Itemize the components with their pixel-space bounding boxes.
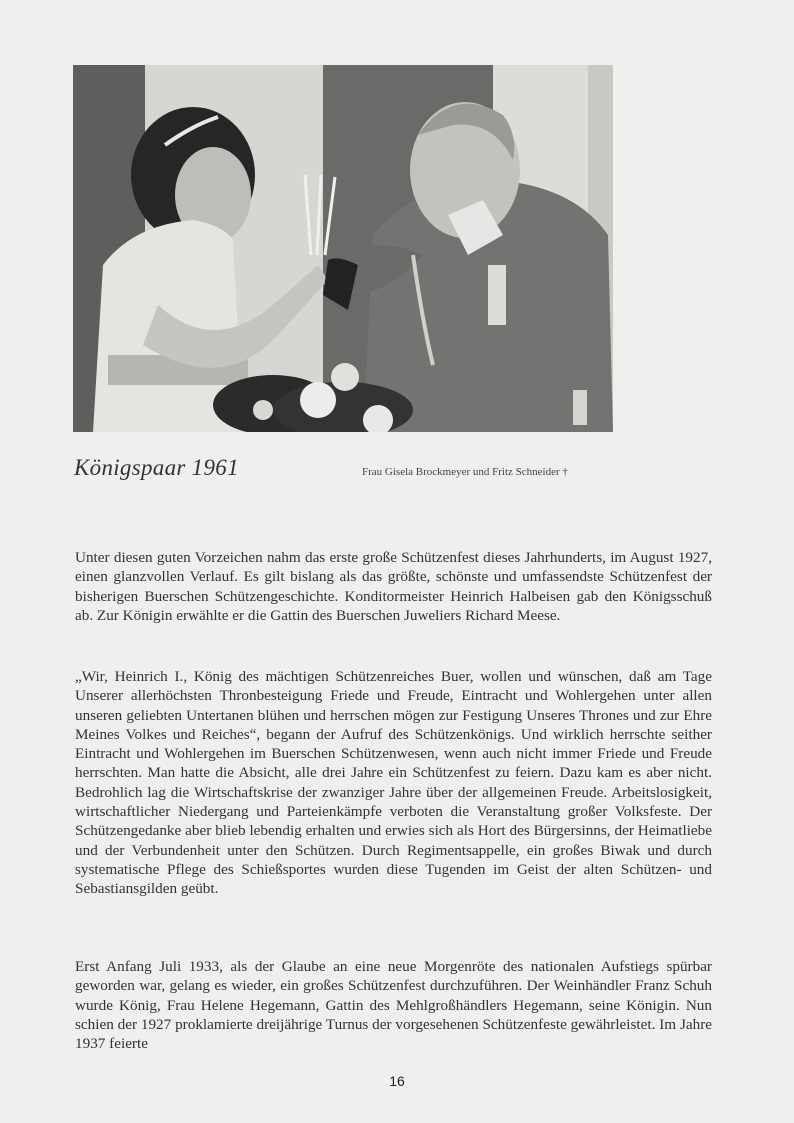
paragraph-2: „Wir, Heinrich I., König des mächtigen Schützenreiches Buer, wollen und wünschen, daß am Tage Unserer allerhöchsten Thronbesteigung Friede und Freude, Eintracht und Wohlergehen unter allen unseren geliebten Untertanen blühen und herrschen mögen zur Festigung Unseres Thrones und zur Ehre Meines Volkes und Reiches“, begann der Aufruf des Schützenkönigs. Und wirklich herrschte seither Eintracht und Wohlergehen im Buerschen Schützenwesen, wenn auch nicht immer Friede und Freude herrschten. Man hatte die Absicht, alle drei Jahre ein Schützenfest zu feiern. Dazu kam es aber nicht. Bedrohlich lag die Wirtschaftskrise der zwanziger Jahre über der allgemeinen Freude. Arbeitslosigkeit, wirtschaftlicher Niedergang und Parteienkämpfe verboten die Veranstaltung großer Volksfeste. Der Schützengedanke aber blieb lebendig erhalten und erwies sich als Hort des Bürgersinns, der Heimatliebe und der Verbundenheit unter den Schützen. Durch Regimentsappelle, ein großes Biwak und durch systematische Pflege des Schießsportes wurden diese Tugenden im Geist der alten Schützen- und Sebastiansgilden geübt. [75,668,712,898]
paragraph-1: Unter diesen guten Vorzeichen nahm das erste große Schützenfest dieses Jahrhunderts, im August 1927, einen glanzvollen Verlauf. Es gilt bislang als das größte, schönste und umfassendste Schützenfest der bisherigen Buerschen Schützengeschichte. Konditormeister Heinrich Halbeisen gab den Königsschuß ab. Zur Königin erwählte er die Gattin des Buerschen Juweliers Richard Meese. [75,549,712,624]
caption-title: Königspaar 1961 [74,455,239,480]
paragraph-3: Erst Anfang Juli 1933, als der Glaube an eine neue Morgenröte des nationalen Aufstiegs spürbar geworden war, gelang es wieder, ein großes Schützenfest durchzuführen. Der Weinhändler Franz Schuh wurde König, Frau Helene Hegemann, Gattin des Mehlgroßhändlers Hegemann, seine Königin. Nun schien der 1927 proklamierte dreijährige Turnus der vorgesehenen Schützenfeste gewährleistet. Im Jahre 1937 feierte [75,958,712,1053]
photo-koenigspaar [73,65,613,432]
photo-illustration [73,65,613,432]
caption-subtitle: Frau Gisela Brockmeyer und Fritz Schneider † [362,466,568,478]
page-number: 16 [389,1073,405,1089]
